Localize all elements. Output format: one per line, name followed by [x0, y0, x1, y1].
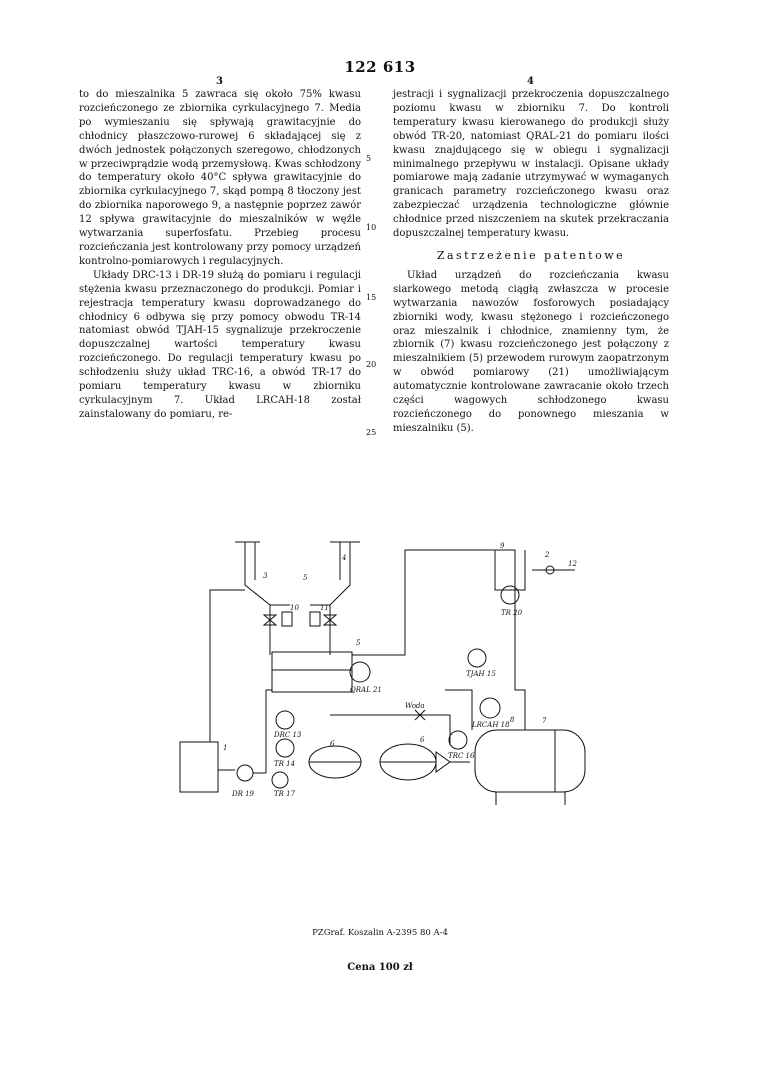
claims-heading: Zastrzeżenie patentowe	[436, 248, 626, 262]
line-number-20: 20	[366, 360, 377, 369]
pipe	[266, 690, 272, 773]
line-number-10: 10	[366, 223, 377, 232]
right-column-number: 4	[527, 76, 534, 87]
process-flow-diagram-svg	[170, 530, 620, 850]
label-11: 11	[320, 604, 329, 612]
instrument-qral-21	[350, 662, 370, 682]
line-number-25: 25	[366, 428, 377, 437]
right-paragraph-1: jestracji i sygnalizacji przekroczenia dopuszczalnego poziomu kwasu w zbiorniku 7. Do kontroli temperatury kwasu kierowanego do produkcji służy obwód TR-20, natomiast QRAL-21 do pomiaru ilości kwasu znajdującego się w obiegu i sygnalizacji minimalnego przepływu w instalacji. Opisane układy pomiarowe mają zadanie utrzymywać w wymaganych granicach parametry rozcieńczonego kwasu oraz zabezpieczać urządzenia technologiczne głównie chłodnice przed niszczeniem na skutek przekraczania dopuszczalnej temperatury kwasu.	[393, 89, 669, 240]
instrument-tr-20	[501, 586, 519, 604]
instrument-tr-14	[276, 739, 294, 757]
claim-text: Układ urządzeń do rozcieńczania kwasu siarkowego metodą ciągłą zwłaszcza w procesie wytwarzania nawozów fosforowych posiadający zbiorniki wody, kwasu stężonego i rozcieńczonego oraz mieszalnik i chłodnice, znamienny tym, że zbiornik (7) kwasu rozcieńczonego jest połączony z mieszalnikiem (5) przewodem rurowym zaopatrzonym w obwód pomiarowy (21) umożliwiającym automatycznie kontrolowane zawracanie około trzech części wagowych schłodzonego kwasu rozcieńczonego do ponownego mieszania w mieszalniku (5).	[393, 269, 669, 434]
label-5b: 5	[356, 639, 361, 647]
head-tank-9	[495, 550, 525, 590]
label-2: 2	[545, 551, 550, 559]
instrument-tjah-15	[468, 649, 486, 667]
printer-imprint: PZGraf. Koszalin A-2395 80 A-4	[312, 928, 448, 938]
label-6b: 6	[420, 736, 425, 744]
label-qral21: QRAL 21	[350, 686, 382, 694]
circulation-return-pipe	[352, 550, 495, 655]
left-paragraph-1: to do mieszalnika 5 zawraca się około 75% kwasu rozcieńczonego ze zbiornika cyrkulacyjnego 7. Media po wymieszaniu się spływają grawitacyjnie do chłodnicy płaszczowo-rurowej 6 składającej się z dwóch jednostek połączonych szeregowo, chłodzonych w przeciwprądzie wodą przemysłową. Kwas schłodzony do temperatury około 40°C spływa grawitacyjnie do zbiornika cyrkulacyjnego 7, skąd pompą 8 tłoczony jest do zbiornika naporowego 9, a następnie poprzez zawór 12 spływa grawitacyjnie do mieszalników w węźle wytwarzania superfosfatu. Przebieg procesu rozcieńczania jest kontrolowany przy pomocy urządzeń kontrolno-pomiarowych i regulacyjnych.	[79, 89, 361, 267]
label-tjah15: TJAH 15	[466, 670, 496, 678]
label-12: 12	[568, 560, 577, 568]
right-column	[393, 88, 669, 436]
line-number-15: 15	[366, 293, 377, 302]
label-9: 9	[500, 542, 505, 550]
acid-storage-tank-1	[180, 742, 218, 792]
label-6a: 6	[330, 740, 335, 748]
water-supply-pipe	[330, 715, 450, 745]
label-tr14: TR 14	[274, 760, 296, 768]
label-7: 7	[542, 717, 547, 725]
label-water: Woda	[405, 702, 425, 710]
left-column-number: 3	[216, 76, 223, 87]
label-tr20: TR 20	[501, 609, 523, 617]
label-8: 8	[510, 716, 515, 724]
controller-box	[282, 612, 292, 626]
instrument-trc-16	[449, 731, 467, 749]
controller-box	[310, 612, 320, 626]
page-number: 122 613	[344, 58, 416, 76]
label-10: 10	[290, 604, 299, 612]
pump-icon	[237, 765, 253, 781]
left-paragraph-2: Układy DRC-13 i DR-19 służą do pomiaru i regulacji stężenia kwasu przeznaczonego do produkcji. Pomiar i rejestracja temperatury kwasu doprowadzanego do chłodnicy 6 odbywa się przy pomocy obwodu TR-14 natomiast obwód TJAH-15 sygnalizuje przekroczenie dopuszczalnej wartości temperatury kwasu rozcieńczonego. Do regulacji temperatury kwasu po schłodzeniu służy układ TRC-16, a obwód TR-17 do pomiaru temperatury kwasu w zbiorniku cyrkulacyjnym 7. Układ LRCAH-18 został zainstalowany do pomiaru, re-	[79, 269, 361, 420]
price: Cena 100 zł	[347, 962, 413, 973]
pipe	[210, 590, 245, 742]
label-3: 3	[263, 572, 268, 580]
line-number-5: 5	[366, 154, 372, 163]
process-diagram	[170, 530, 620, 850]
acid-vessel-outline	[310, 542, 350, 605]
left-column	[79, 88, 361, 422]
label-1: 1	[223, 744, 228, 752]
label-dr19: DR 19	[232, 790, 255, 798]
instrument-lrcah-18	[480, 698, 500, 718]
water-vessel-outline	[245, 542, 290, 605]
instrument-dr-19	[272, 772, 288, 788]
mixer-5	[272, 652, 352, 692]
label-4: 4	[342, 554, 347, 562]
label-5a: 5	[303, 574, 308, 582]
circulation-tank-7	[475, 730, 585, 792]
pipe	[445, 690, 472, 730]
instrument-drc-13	[276, 711, 294, 729]
label-tr17: TR 17	[274, 790, 296, 798]
return-pipe	[495, 550, 525, 730]
label-drc13: DRC 13	[274, 731, 302, 739]
label-trc16: TRC 16	[448, 752, 475, 760]
label-lrcah18: LRCAH 18	[472, 721, 510, 729]
